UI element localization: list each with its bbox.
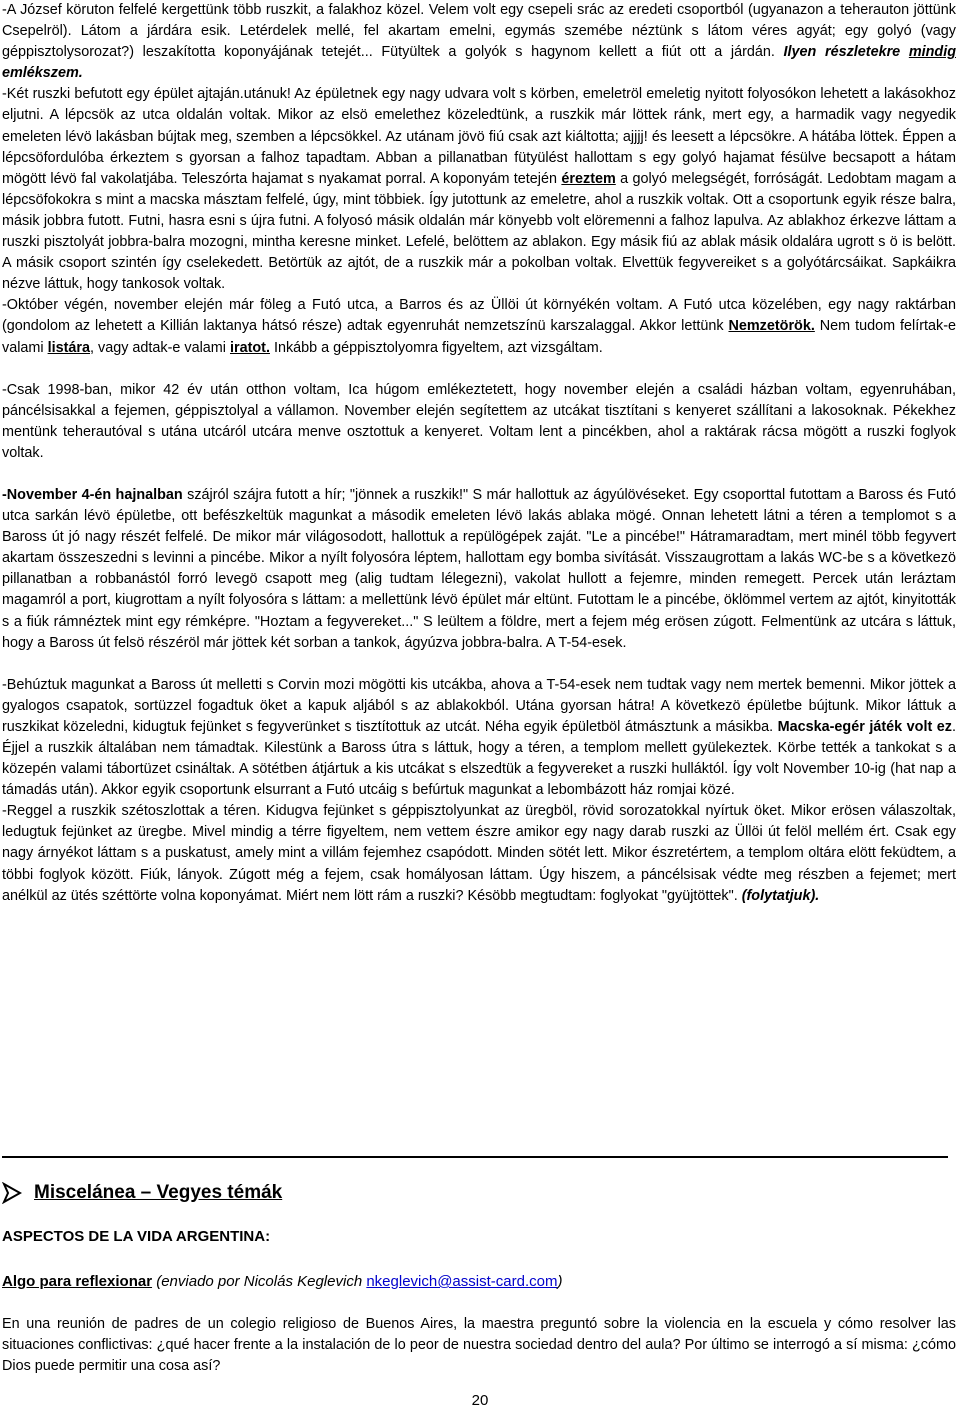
emphasis-text: Ilyen részletekre (783, 44, 909, 61)
text-run: . Éjjel a ruszkik általában nem támadtak. Kilestünk a Baross útra s láttuk, hogy a téren, a templom mellett gyülekeztek. Körbe tették a tankokat s a közepén valami tábortüzet csináltak. A sötétben átjártuk a kis utcákat s elszedtük a fegyvereket a ruszki hulláktól. Így volt November 10-ig (hat nap a támadás után). Akkor egyik csoportunk elsurrant a Futó utcáig s befúrtuk magunkat a lebombázott ház romjai közé. (2, 718, 956, 799)
paragraph-4: -Csak 1998-ban, mikor 42 év után otthon voltam, Ica húgom emlékeztetett, hogy november elején a családi házban voltam, egyenruhában, páncélsisakkal a fejemen, géppisztolyal a vállamon. November elején segítettem az utcákat tisztítani s kenyeret szállítani a lakosoknak. Pékekhez mentünk teherautóval s utána utcáról utcára menve osztottuk a kenyeret. Voltam lent a pincékben, ahol a raktárak rácsa mögött a ruszki foglyok voltak. (2, 381, 956, 461)
spacer (2, 464, 956, 485)
section-heading (2, 1182, 282, 1204)
paragraph-6 (2, 675, 956, 802)
underlined-word: iratot. (229, 339, 270, 356)
section-title: Miscelánea – Vegyes témák (34, 1182, 283, 1203)
document-page (2, 0, 956, 907)
subsection-heading: ASPECTOS DE LA VIDA ARGENTINA: (2, 1228, 271, 1245)
paragraph-1 (2, 0, 956, 84)
emphasis-underline: mindig (908, 44, 956, 61)
emphasis-text: emlékszem. (2, 65, 83, 82)
spacer (2, 359, 956, 380)
reflection-title: Algo para reflexionar (2, 1273, 153, 1290)
paragraph-spanish: En una reunión de padres de un colegio religioso de Buenos Aires, la maestra preguntó sobre la violencia en la escuela y cómo resolver las situaciones conflictivas: ¿qué hacer frente a la instalación de lo peor de nuestra sociedad dentro del aula? Por último se interrogó a sí misma: ¿cómo Dios puede permitir una cosa así? (2, 1316, 956, 1375)
text-run: -Reggel a ruszkik szétoszlottak a téren. Kidugva fejünket s géppisztolyunkat az üregböl, rövid sorozatokkal nyírtuk öket. Mikor erösen válaszoltak, ledugtuk fejünket az üregbe. Mivel mindig a térre figyeltem, nem vettem észre amikor egy nagy darab ruszki az Üllöi út felöl mellém ért. Csak egy nagy árnyékot láttam s a puskatust, amely mint a villám fejemhez csapódott. Minden sötét lett. Mikor észretértem, a templom oltára elött feküdtem, a többi foglyok között. Fiúk, lányok. Zúgott még a fejem, csak homályosan láttam. Úgy hiszem, a páncélsisak védte meg részben a fejemet; mert anélkül az ütés széttörte volna koponyámat. Miért nem lött rám a ruszki? Késöbb megtudtam: foglyokat "gyüjtöttek". (2, 803, 956, 904)
byline-close: ) (557, 1273, 563, 1290)
paragraph-5 (2, 485, 956, 654)
bold-phrase: Macska-egér játék volt ez (777, 718, 952, 735)
text-run: -Behúztuk magunkat a Baross út melletti s Corvin mozi mögötti kis utcákba, ahova a T-54-esek nem tudtak vagy nem mertek bemenni. Mikor jöttek a gyalogos csapatok, sortüzzel fogadtuk öket a kapuk aljából s az ablakokból. Utána gyorsan hátra! A következö épületbe bújtunk. Mikor láttuk a ruszkikat közeledni, kidugtuk fejünket s fegyverünket s tisztítottuk az utcát. Néha egyik épületböl átmásztunk a másikba. (2, 676, 956, 735)
section-divider (2, 1156, 948, 1158)
email-link[interactable]: nkeglevich@assist-card.com (366, 1273, 558, 1290)
paragraph-7 (2, 801, 956, 906)
article-body (2, 0, 956, 907)
text-run: a golyó melegségét, forróságát. Ledobtam magam a lépcsöfokokra s mint a macska másztam felfelé, úgy, mint többiek. Így jutottunk az emeletre, ahol a ruszkik voltak. Ott a csoportunk egyik része balra, másik jobbra futott. Futni, hasra esni s újra futni. A folyosó másik oldalán már könyebb volt elöremenni a falhoz lapulva. Az ablakhoz érkezve láttam a ruszki pisztolyát jobbra-balra mozogni, mintha keresne minket. Lefelé, belöttem az ablakon. Egy másik fiú az ablak másik oldalára ugrott s ö is belött. A másik csoport szintén így cselekedett. Betörtük az ajtót, de a ruszkik már a pokolban voltak. Elvettük fegyvereiket s a golyótárcsáikat. Sapkáikra nézve láttuk, hogy tankosok voltak. (2, 170, 956, 293)
text-run: -Október végén, november elején már föleg a Futó utca, a Barros és az Üllöi út környékén voltam. A Futó utca közelében, egy nagy raktárban (gondolom az lehetett a Killián laktanya hátsó része) adtak egyenruhát nemzetszínü karszalaggal. Akkor lettünk (2, 297, 956, 335)
bold-lead: -November 4-én hajnalban (2, 486, 183, 503)
text-run: Nem tudom felírtak-e valami (2, 318, 956, 356)
paragraph-3 (2, 295, 956, 358)
underlined-word: éreztem (561, 170, 616, 187)
underlined-word: listára (47, 339, 90, 356)
text-run: -Két ruszki befutott egy épület ajtaján.utánuk! Az épületnek egy nagy udvara volt s körben, emeletröl emeletig nyitott folyosókon lehetett a lakásokhoz eljutni. A lépcsök az utca oldalán voltak. Mikor az elsö emelethez közeledtünk, a ruszkik már löttek ránk, mert egy, a harmadik vagy negyedik emeleten lévö lakásban bújtak meg, szemben a lépcsökkel. Az utánam jövö fiú csak azt kiáltotta; ajjjj! és leesett a lépcsökre. A hátába löttek. Éppen a lépcsöfordulóba érkeztem s gyorsan a falhoz tapadtam. Abban a pillanatban fütyülést hallottam s egy golyó hajamat fésülve becsapott a hátam mögött lévö fal vakolatjába. Teleszórta hajamat s nyakamat porral. A koponyám tetején (2, 86, 956, 187)
text-run: , vagy adtak-e valami (90, 339, 230, 356)
paragraph-2 (2, 84, 956, 295)
text-run: -A József köruton felfelé kergettünk több ruszkit, a falakhoz közel. Velem volt egy csepeli srác az eredeti csoportból (ugyanazon a teherauton jöttünk Csepelröl). Látom a járdára esik. Letérdelek mellé, fel akartam emelni, egymás szemébe néztünk s látom véres agyát; egy golyó (vagy géppisztolysorozat?) leszakította koponyájának tetejét... Fütyültek a golyók s hagynom kellett a fiút ott a járdán. (2, 2, 956, 61)
text-run: szájról szájra futott a hír; "jönnek a ruszkik!" S már hallottuk az ágyúlövéseket. Egy csoporttal futottam a Baross és Futó utca sarkán lévö épületbe, ott befészkeltük magunkat a második emeleten lévö lakás ablaka mögé. Onnan lehetett látni a téren a templomot s a Baross út jó nagy részét felfelé. De mikor már világosodott, hallottuk a repülögépek zaját. "Le a pincébe!" Hátramaradtam, mert minél több fegyvert akartam összeszedni s levinni a pincébe. Mikor a nyílt folyosóra léptem, hallottam egy bomba sivítását. Visszaugrottam a lakás WC-be s a következö pillanatban a robbanástól forró levegö csapott meg (alig tudtam lélegezni), vakolat hullott a fejemre, minden remegett. Percek után leráztam magamról a port, kiugrottam a nyílt folyosóra s láttam: a mellettünk lévö épület már eltünt. Futottam le a pincébe, öklömmel vertem az ajtót, kinyitották s a fiúk rámnéztek mint egy rémképre. "Hoztam a fegyvereket..." S leültem a földre, mert a fejem még erösen zúgott. Felmentünk az utcára s láttuk, hogy a Baross út felsö részéröl már jöttek két sorban a tankok, ágyúzva jobbra-balra. A T-54-esek. (2, 486, 956, 651)
continued-note: (folytatjuk). (741, 887, 820, 904)
underlined-word: Nemzetörök. (728, 318, 815, 335)
arrow-bullet-icon (2, 1182, 22, 1204)
spacer (2, 654, 956, 675)
text-run: Inkább a géppisztolyomra figyeltem, azt vizsgáltam. (269, 339, 603, 356)
page-number: 20 (471, 1392, 489, 1409)
byline-text: (enviado por Nicolás Keglevich (152, 1273, 367, 1290)
reflection-byline (2, 1271, 956, 1292)
